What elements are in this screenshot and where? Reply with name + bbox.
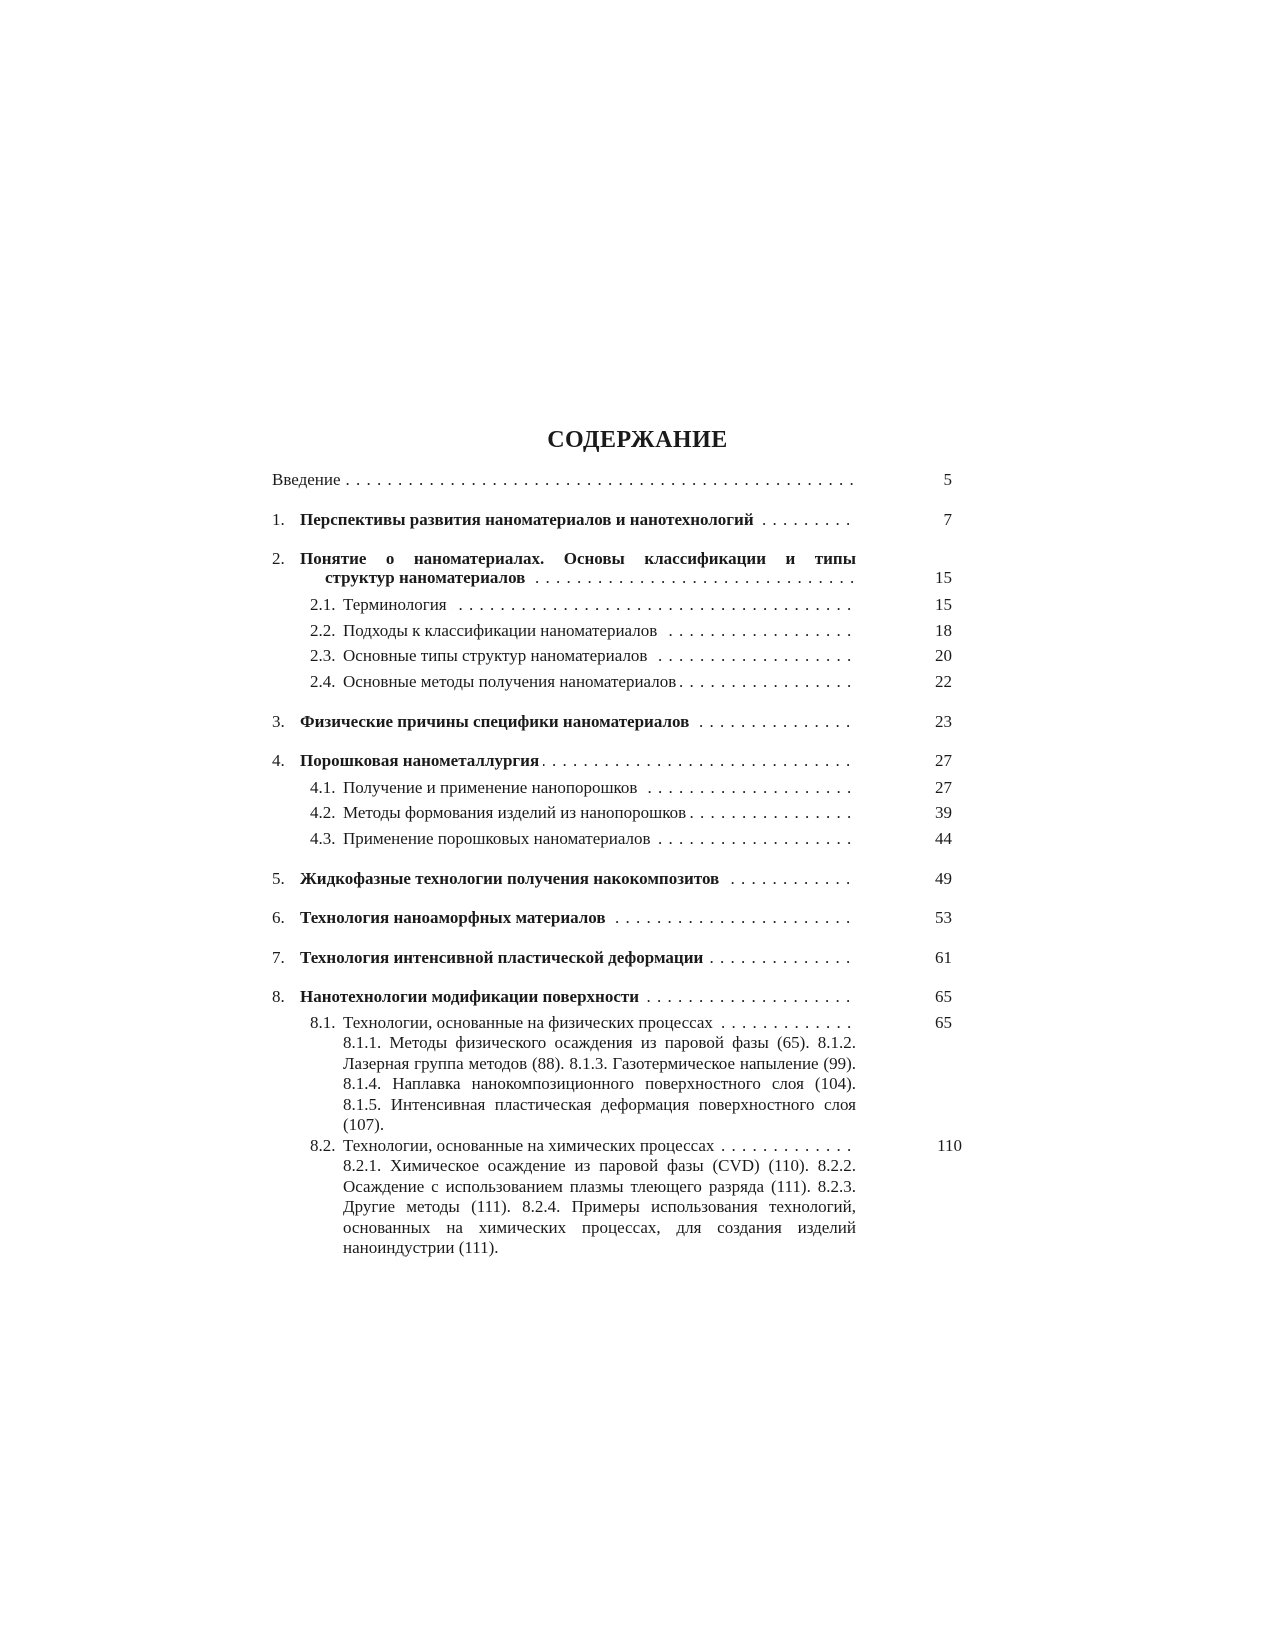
toc-entry-2-cont [272,567,952,589]
toc-page-number: 65 [935,987,952,1006]
toc-entry-label: Физические причины специфики наноматериалов [300,712,693,731]
toc-entry-number: 2.2. [310,621,336,640]
toc-entry-2 [272,548,952,570]
toc-entry-number: 2.3. [310,646,336,665]
toc-page-number: 15 [935,568,952,587]
toc-entry-label: Применение порошковых наноматериалов [343,829,655,848]
toc-entry-label: Методы формования изделий из нанопорошков [343,803,690,822]
toc-page-number: 39 [935,803,952,822]
toc-entry-label-line-2: структур наноматериалов [325,568,529,587]
toc-entry-number: 2. [272,549,285,568]
toc-entry-3 [272,711,952,733]
toc-entry-label: Жидкофазные технологии получения накокомпозитов [300,869,723,888]
toc-entry-label: Основные типы структур наноматериалов [343,646,651,665]
toc-page-number: 22 [935,672,952,691]
toc-entry-number: 1. [272,510,285,529]
toc-entry-number: 7. [272,948,285,967]
toc-entry-label: Технология интенсивной пластической деформации [300,948,707,967]
toc-page-number: 23 [935,712,952,731]
toc-page-number: 27 [935,751,952,770]
page-title: СОДЕРЖАНИЕ [547,427,728,453]
toc-entry-label: Перспективы развития наноматериалов и нанотехнологий [300,510,758,529]
toc-entry-label: Основные методы получения наноматериалов [343,672,680,691]
toc-entry-label: Введение [272,470,345,489]
toc-page-number: 53 [935,908,952,927]
toc-page-number: 5 [943,470,952,489]
toc-entry-number: 2.4. [310,672,336,691]
toc-entry-2-2 [272,620,952,642]
toc-entry-6 [272,907,952,929]
toc-entry-number: 2.1. [310,595,336,614]
toc-entry-number: 4.1. [310,778,336,797]
toc-entry-7 [272,947,952,969]
toc-entry-number: 4. [272,751,285,770]
toc-entry-1 [272,509,952,531]
toc-entry-number: 6. [272,908,285,927]
toc-entry-2-4 [272,671,952,693]
toc-entry-label: Технологии, основанные на химических процессах [343,1136,718,1155]
toc-entry-label: Порошковая нанометаллургия [300,751,543,770]
toc-entry-intro [272,469,952,491]
toc-entry-4-3 [272,828,952,850]
toc-page-number: 110 [937,1136,962,1155]
toc-entry-label-line-1: Понятие о наноматериалах. Основы классификации и типы [300,549,856,568]
toc-page-number: 7 [943,510,952,529]
toc-page-number: 20 [935,646,952,665]
toc-entry-number: 8. [272,987,285,1006]
toc-entry-number: 4.3. [310,829,336,848]
toc-entry-4 [272,750,952,772]
toc-entry-label: Подходы к классификации наноматериалов [343,621,661,640]
toc-subsection-details-8-1: 8.1.1. Методы физического осаждения из паровой фазы (65). 8.1.2. Лазерная группа методов (88). 8.1.3. Газотермическое напыление (99). 8.1.4. Наплавка нанокомпозиционного поверхностного слоя (104). 8.1.5. Интенсивная пластическая деформация поверхностного слоя (107). [343,1033,856,1134]
toc-entry-2-3 [272,645,952,667]
toc-entry-label: Нанотехнологии модификации поверхности [300,987,643,1006]
toc-entry-number: 8.1. [310,1013,336,1032]
toc-page-number: 61 [935,948,952,967]
toc-entry-4-2 [272,802,952,824]
toc-entry-label: Технологии, основанные на физических процессах [343,1013,717,1032]
toc-page-number: 27 [935,778,952,797]
toc-entry-8 [272,986,952,1008]
toc-entry-label: Технология наноаморфных материалов [300,908,610,927]
toc-subsection-details-8-2: 8.2.1. Химическое осаждение из паровой фазы (CVD) (110). 8.2.2. Осаждение с использованием плазмы тлеющего разряда (111). 8.2.3. Другие методы (111). 8.2.4. Примеры использования технологий, основанных на химических процессах, для создания изделий наноиндустрии (111). [343,1156,856,1257]
toc-page-number: 65 [935,1013,952,1032]
toc-page-number: 15 [935,595,952,614]
toc-entry-2-1 [272,594,952,616]
toc-entry-5 [272,868,952,890]
toc-entry-label: Получение и применение нанопорошков [343,778,641,797]
toc-entry-4-1 [272,777,952,799]
toc-page-number: 18 [935,621,952,640]
toc-page-number: 49 [935,869,952,888]
toc-entry-label: Терминология [343,595,451,614]
toc-entry-number: 5. [272,869,285,888]
toc-entry-8-2 [272,1135,962,1157]
toc-entry-number: 3. [272,712,285,731]
toc-page-number: 44 [935,829,952,848]
toc-entry-number: 4.2. [310,803,336,822]
toc-entry-number: 8.2. [310,1136,336,1155]
toc-entry-8-1 [272,1012,952,1034]
